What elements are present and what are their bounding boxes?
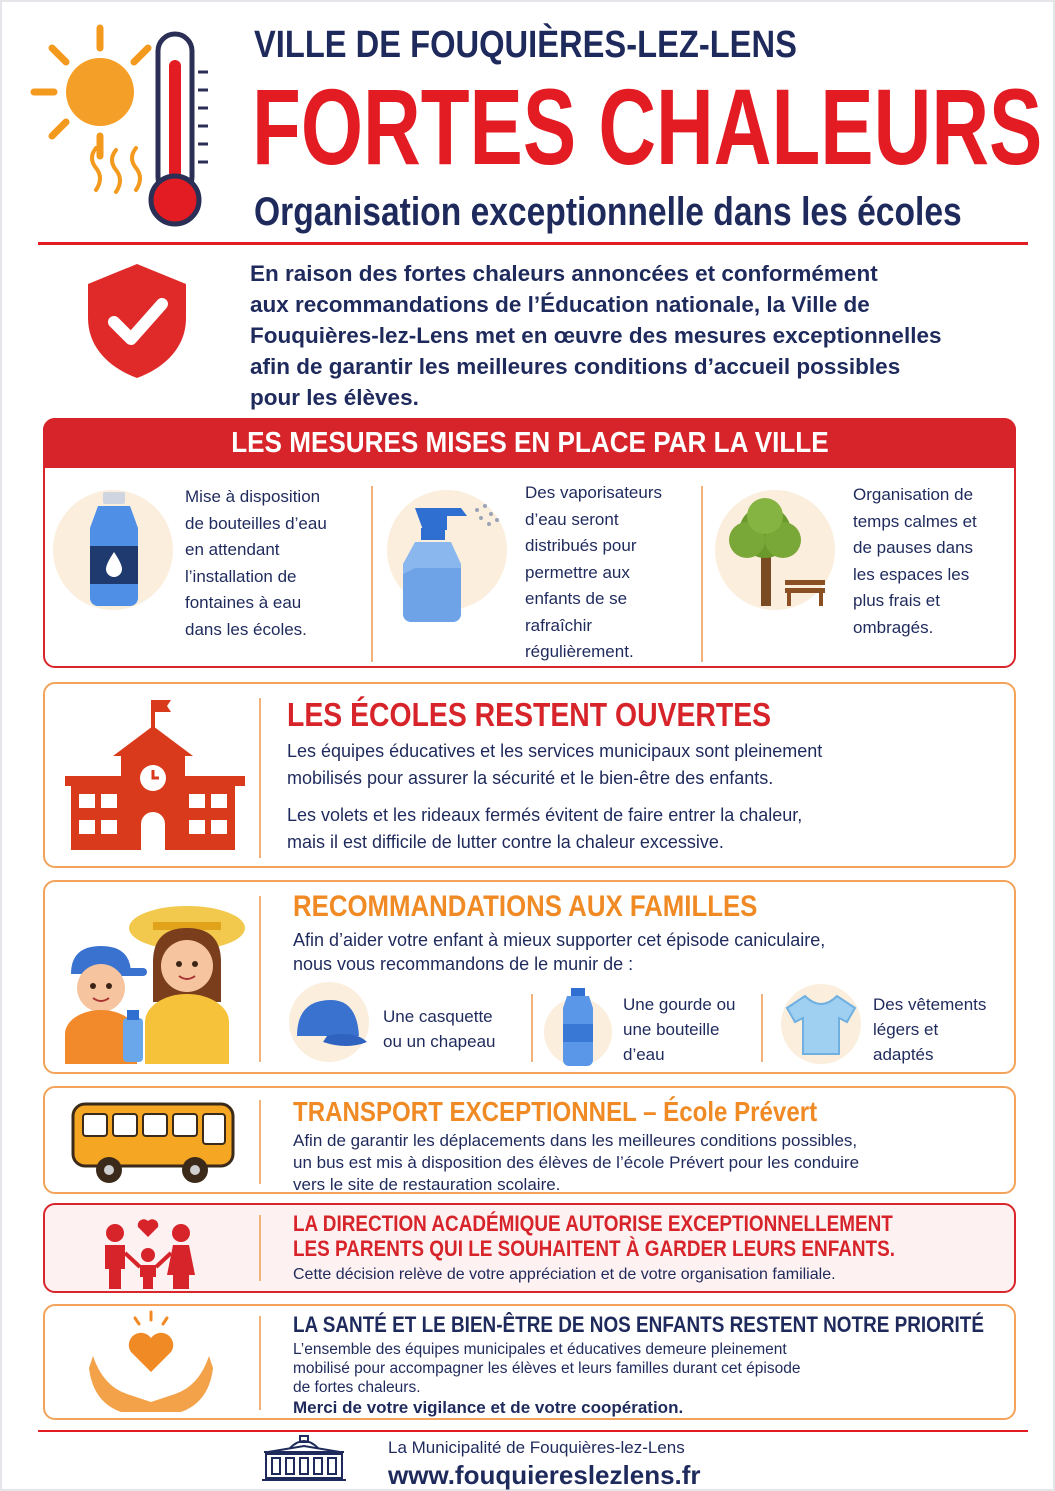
tree-bench-icon (713, 488, 838, 613)
transport-section (43, 1086, 1016, 1194)
children-icon (61, 898, 251, 1064)
page-title: FORTES CHALEURS (252, 66, 1043, 187)
divider (259, 1100, 261, 1184)
health-closing: Merci de votre vigilance et de votre coopération. (293, 1398, 684, 1417)
bus-icon (71, 1100, 237, 1184)
health-title: LA SANTÉ ET LE BIEN-ÊTRE DE NOS ENFANTS RESTENT NOTRE PRIORITÉ (293, 1312, 984, 1337)
families-title: RECOMMANDATIONS AUX FAMILLES (293, 890, 758, 923)
family-icon (93, 1213, 203, 1289)
families-section (43, 880, 1016, 1074)
water-bottle-icon (543, 986, 613, 1070)
divider (259, 698, 261, 858)
footer-organization: La Municipalité de Fouquières-lez-Lens (388, 1438, 685, 1457)
water-bottle-icon (51, 488, 176, 613)
academic-section (43, 1203, 1016, 1293)
families-intro: Afin d’aider votre enfant à mieux supporter cet épisode caniculaire, nous vous recommandons de le munir de : (293, 930, 826, 974)
divider (259, 1215, 261, 1281)
family-item-text-2: Une gourde ou une bouteille d’eau (623, 995, 736, 1064)
spray-bottle-icon (385, 488, 510, 638)
family-item-text-3: Des vêtements légers et adaptés (873, 995, 987, 1064)
health-text: L’ensemble des équipes municipales et éducatives demeure pleinement mobilisé pour accompagner les élèves et leurs familles durant cet épisode de fortes chaleurs. (293, 1341, 801, 1396)
divider (259, 896, 261, 1062)
transport-title: TRANSPORT EXCEPTIONNEL – École Prévert (293, 1096, 818, 1127)
measures-title: LES MESURES MISES EN PLACE PAR LA VILLE (43, 418, 1016, 468)
divider (701, 486, 703, 662)
divider (531, 994, 533, 1062)
schools-title: LES ÉCOLES RESTENT OUVERTES (287, 696, 772, 733)
town-hall-icon (260, 1434, 348, 1484)
sun-thermometer-icon (30, 20, 230, 230)
measures-section (43, 418, 1016, 668)
heart-hands-icon (89, 1310, 213, 1414)
academic-title: LA DIRECTION ACADÉMIQUE AUTORISE EXCEPTIONNELLEMENT LES PARENTS QUI LE SOUHAITENT À GARDER LEURS ENFANTS. (293, 1211, 895, 1261)
intro-paragraph: En raison des fortes chaleurs annoncées et conformément aux recommandations de l’Éducation nationale, la Ville de Fouquières-lez-Lens met en œuvre des mesures exceptionnelles afin de garantir les meilleures conditions d’accueil possibles pour les élèves. (250, 261, 942, 410)
measure-text-1: Mise à disposition de bouteilles d’eau en attendant l’installation de fontaines à eau dans les écoles. (185, 487, 327, 639)
school-building-icon (65, 696, 245, 856)
footer-website-link[interactable]: www.fouquiereslezlens.fr (388, 1460, 701, 1490)
schools-paragraph-2: Les volets et les rideaux fermés évitent de faire entrer la chaleur, mais il est difficile de lutter contre la chaleur excessive. (287, 805, 803, 852)
academic-text: Cette décision relève de votre appréciation et de votre organisation familiale. (293, 1266, 836, 1283)
family-item-text-1: Une casquette ou un chapeau (383, 1007, 496, 1051)
divider (371, 486, 373, 662)
shield-check-icon (82, 260, 192, 380)
cap-icon (287, 980, 371, 1064)
divider (259, 1316, 261, 1410)
town-name: VILLE DE FOUQUIÈRES-LEZ-LENS (254, 24, 797, 66)
page-subtitle: Organisation exceptionnelle dans les écoles (254, 190, 962, 234)
measure-text-3: Organisation de temps calmes et de pauses dans les espaces les plus frais et ombragés. (853, 485, 977, 637)
schools-paragraph-1: Les équipes éducatives et les services municipaux sont pleinement mobilisés pour assurer la sécurité et le bien-être des enfants. (287, 741, 823, 788)
health-section (43, 1304, 1016, 1420)
measure-text-2: Des vaporisateurs d’eau seront distribués pour permettre aux enfants de se rafraîchir régulièrement. (525, 483, 663, 661)
tshirt-icon (779, 982, 863, 1066)
divider (761, 994, 763, 1062)
footer-divider (38, 1430, 1028, 1432)
header-divider (38, 242, 1028, 245)
schools-section (43, 682, 1016, 868)
transport-text: Afin de garantir les déplacements dans les meilleures conditions possibles, un bus est mis à disposition des élèves de l’école Prévert pour les conduire vers le site de restauration scolaire. (293, 1131, 860, 1194)
